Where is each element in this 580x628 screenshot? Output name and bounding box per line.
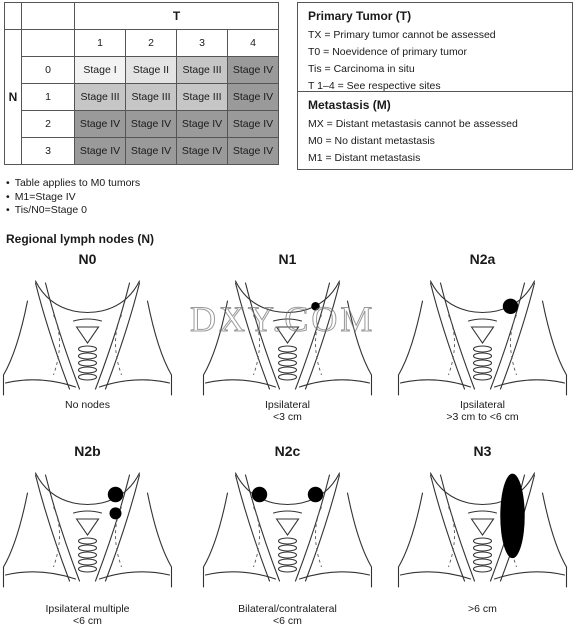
legend-line: M1 = Distant metastasis [308, 152, 421, 164]
n-row-header: 0 [22, 57, 75, 84]
clavicle-left [6, 380, 76, 387]
caption-line: <6 cm [73, 615, 102, 627]
clavicle-right [100, 572, 170, 579]
table-corner-blank [22, 30, 75, 57]
jaw-line [36, 473, 140, 505]
t-axis-label: T [75, 3, 279, 30]
jaw-line [36, 281, 140, 313]
trachea-ring [279, 374, 297, 380]
t-column-header: 2 [126, 30, 177, 57]
stage-cell: Stage II [126, 57, 177, 84]
stage-cell: Stage I [75, 57, 126, 84]
stage-cell: Stage IV [177, 111, 228, 138]
tnm-legend [297, 2, 573, 170]
staging-table [4, 2, 279, 165]
muscle-left [36, 475, 70, 581]
panel-caption [200, 603, 375, 627]
caption-line: Bilateral/contralateral [238, 603, 337, 615]
lymph-node [308, 487, 323, 502]
trachea-ring [79, 559, 97, 565]
trachea-ring [474, 559, 492, 565]
stage-cell: Stage III [126, 84, 177, 111]
trachea-ring [79, 374, 97, 380]
muscle-right [106, 283, 140, 389]
clavicle-right [300, 380, 370, 387]
clavicle-right [495, 380, 565, 387]
metastasis-section [298, 92, 572, 167]
n-row-header: 2 [22, 111, 75, 138]
n-row-header: 3 [22, 138, 75, 165]
trachea-ring [279, 538, 297, 544]
stage-cell: Stage IV [75, 138, 126, 165]
table-row [5, 57, 279, 84]
clavicle-left [206, 572, 276, 579]
jaw-line [431, 281, 535, 313]
panel-caption [395, 603, 570, 615]
trachea-ring [279, 353, 297, 359]
n-row-header: 1 [22, 84, 75, 111]
caption-line: >6 cm [468, 603, 497, 615]
clavicle-right [495, 572, 565, 579]
stage-cell: Stage III [177, 57, 228, 84]
clavicle-left [6, 572, 76, 579]
trachea-ring [279, 559, 297, 565]
primary-tumor-section [298, 3, 572, 92]
clavicle-right [100, 380, 170, 387]
caption-line: Ipsilateral multiple [45, 603, 130, 615]
trachea-ring [474, 367, 492, 373]
note-item: • M1=Stage IV [6, 191, 140, 205]
lymph-node [252, 487, 267, 502]
panel-title: N3 [473, 443, 492, 459]
stage-cell: Stage III [177, 84, 228, 111]
trachea-ring [474, 552, 492, 558]
lymph-node [108, 487, 123, 502]
panel-title: N1 [278, 251, 297, 267]
hyoid [469, 319, 497, 321]
legend-line: MX = Distant metastasis cannot be assessed [308, 118, 518, 130]
clavicle-left [401, 380, 471, 387]
table-row [5, 84, 279, 111]
neck-illustration [397, 271, 568, 397]
n-axis-label: N [5, 30, 22, 165]
t-column-header: 4 [228, 30, 279, 57]
hyoid [74, 511, 102, 513]
lymph-node [503, 299, 518, 314]
trachea-ring [279, 346, 297, 352]
trachea-ring [79, 552, 97, 558]
panel-caption [395, 399, 570, 423]
caption-line: Ipsilateral [460, 399, 505, 411]
watermark: DXY.COM [190, 299, 376, 339]
stage-cell: Stage IV [75, 111, 126, 138]
muscle-left [36, 283, 70, 389]
stage-cell: Stage IV [126, 138, 177, 165]
table-row [5, 111, 279, 138]
jaw-line [236, 473, 340, 505]
legend-line: Tis = Carcinoma in situ [308, 63, 415, 75]
trachea-ring [474, 374, 492, 380]
trachea-ring [79, 566, 97, 572]
clavicle-left [206, 380, 276, 387]
stage-cell: Stage IV [228, 138, 279, 165]
trachea-ring [79, 346, 97, 352]
trachea-ring [474, 566, 492, 572]
table-corner-blank [22, 3, 75, 30]
trachea-ring [474, 346, 492, 352]
trachea-ring [79, 545, 97, 551]
lymph-node [110, 507, 122, 519]
stage-cell: Stage III [75, 84, 126, 111]
thyroid-cartilage [472, 327, 494, 343]
stage-cell: Stage IV [228, 111, 279, 138]
trachea-ring [79, 367, 97, 373]
trachea-ring [279, 552, 297, 558]
trachea-ring [79, 538, 97, 544]
table-corner-blank [5, 3, 22, 30]
panel-title: N2a [469, 251, 496, 267]
caption-line: No nodes [65, 399, 110, 411]
muscle-left [431, 475, 465, 581]
lymph-nodes-heading: Regional lymph nodes (N) [6, 232, 155, 246]
panel-title: N2b [74, 443, 101, 459]
primary-tumor-title: Primary Tumor (T) [308, 9, 412, 23]
panel-title: N2c [274, 443, 301, 459]
caption-line: Ipsilateral [265, 399, 310, 411]
panel-title: N0 [78, 251, 97, 267]
trachea-ring [79, 360, 97, 366]
legend-line: TX = Primary tumor cannot be assessed [308, 29, 496, 41]
panel-caption [200, 399, 375, 423]
clavicle-left [401, 572, 471, 579]
trachea-ring [474, 353, 492, 359]
stage-cell: Stage IV [228, 84, 279, 111]
table-notes [6, 177, 140, 218]
legend-line: T0 = Noevidence of primary tumor [308, 46, 468, 58]
muscle-left [431, 283, 465, 389]
stage-cell: Stage IV [126, 111, 177, 138]
neck-illustration [2, 271, 173, 397]
t-column-header: 3 [177, 30, 228, 57]
thyroid-cartilage [472, 519, 494, 535]
panel-caption [0, 603, 175, 627]
trachea-ring [279, 566, 297, 572]
neck-illustration [397, 463, 568, 589]
note-item: • Table applies to M0 tumors [6, 177, 140, 191]
caption-line: <6 cm [273, 615, 302, 627]
stage-cell: Stage IV [177, 138, 228, 165]
thyroid-cartilage [77, 519, 99, 535]
lymph-node [500, 474, 524, 558]
table-row [5, 138, 279, 165]
legend-line: M0 = No distant metastasis [308, 135, 435, 147]
trachea-ring [474, 545, 492, 551]
trachea-ring [474, 360, 492, 366]
hyoid [74, 319, 102, 321]
note-item: • Tis/N0=Stage 0 [6, 204, 140, 218]
trachea-ring [474, 538, 492, 544]
neck-illustration [202, 463, 373, 589]
legend-line: T 1–4 = See respective sites [308, 80, 441, 92]
caption-line: <3 cm [273, 411, 302, 423]
panel-caption [0, 399, 175, 411]
muscle-right [501, 283, 535, 389]
caption-line: >3 cm to <6 cm [446, 411, 519, 423]
hyoid [469, 511, 497, 513]
neck-illustration [2, 463, 173, 589]
clavicle-right [300, 572, 370, 579]
trachea-ring [279, 360, 297, 366]
metastasis-title: Metastasis (M) [308, 98, 391, 112]
trachea-ring [279, 545, 297, 551]
trachea-ring [79, 353, 97, 359]
trachea-ring [279, 367, 297, 373]
hyoid [274, 511, 302, 513]
stage-cell: Stage IV [228, 57, 279, 84]
t-column-header: 1 [75, 30, 126, 57]
thyroid-cartilage [277, 519, 299, 535]
thyroid-cartilage [77, 327, 99, 343]
